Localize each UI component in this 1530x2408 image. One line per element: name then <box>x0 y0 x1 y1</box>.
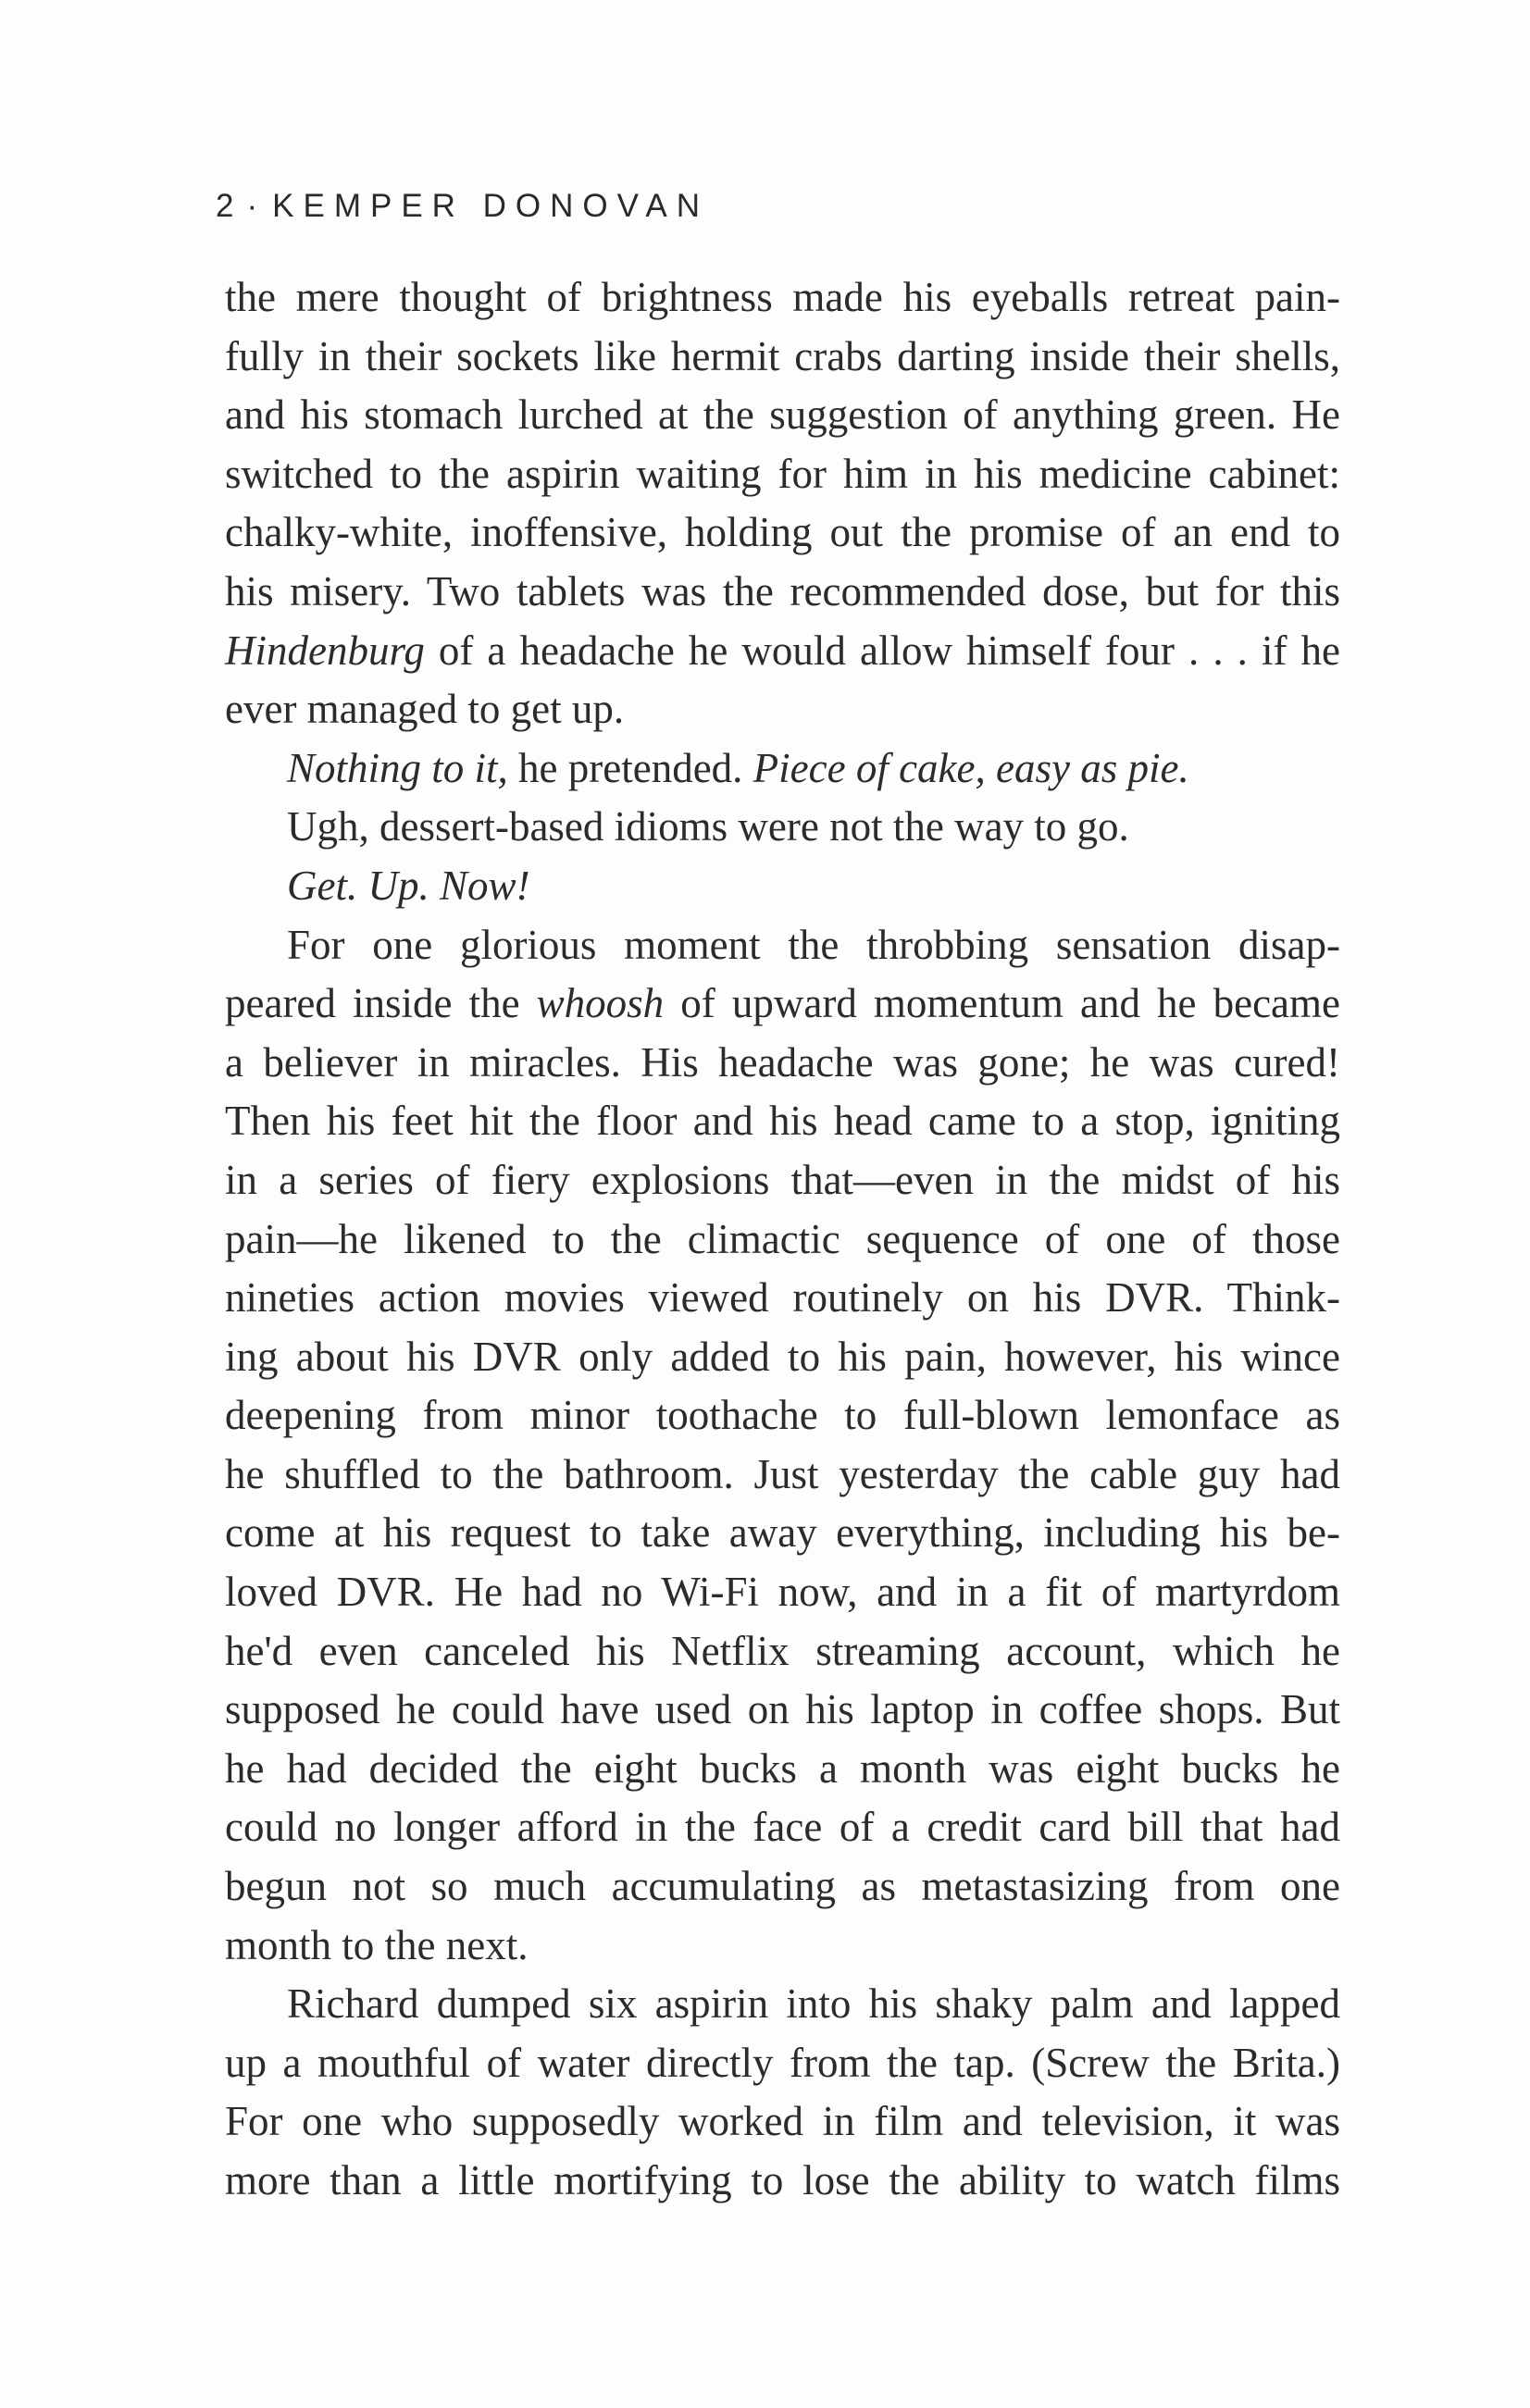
text-line: he had decided the eight bucks a month was eight bucks he <box>225 1744 1340 1792</box>
text-line <box>225 857 1340 916</box>
italic-text: Get. Up. Now! <box>287 862 530 909</box>
text-line: a believer in miracles. His headache was gone; he was cured! <box>225 1038 1340 1086</box>
italic-text: whoosh <box>536 980 665 1027</box>
text-line: ever managed to get up. <box>225 686 625 733</box>
text-line: month to the next. <box>225 1921 529 1968</box>
text-line: he'd even canceled his Netflix streaming account, which he <box>225 1627 1340 1674</box>
text-line: his misery. Two tablets was the recommended dose, but for this <box>225 567 1340 614</box>
text-line: For one glorious moment the throbbing sensation disap- <box>287 921 1340 968</box>
text-line: switched to the aspirin waiting for him in his medicine cabinet: <box>225 450 1340 497</box>
text-line: could no longer afford in the face of a credit card bill that had <box>225 1804 1340 1851</box>
text-line: up a mouthful of water directly from the tap. (Screw the Brita.) <box>225 2039 1340 2086</box>
text-line: more than a little mortifying to lose the ability to watch films <box>225 2157 1340 2203</box>
text-line: Hindenburg of a headache he would allow himself four . . . if he <box>225 627 1340 674</box>
text-line: loved DVR. He had no Wi-Fi now, and in a fit of martyrdom <box>225 1569 1340 1616</box>
text-line: ing about his DVR only added to his pain, however, his wince <box>225 1333 1340 1380</box>
italic-text: Piece of cake, easy as pie. <box>753 744 1189 791</box>
text-line: Nothing to it, he pretended. Piece of cake, easy as pie. <box>287 744 1189 791</box>
text-line: the mere thought of brightness made his eyeballs retreat pain- <box>225 274 1340 320</box>
text-line: chalky-white, inoffensive, holding out the promise of an end to <box>225 509 1340 556</box>
text-line: in a series of fiery explosions that—even in the midst of his <box>225 1156 1340 1203</box>
text-line: Richard dumped six aspirin into his shaky palm and lapped <box>287 1980 1340 2028</box>
running-head <box>216 188 709 225</box>
text-line: supposed he could have used on his laptop in coffee shops. But <box>225 1686 1340 1733</box>
italic-text: Nothing to it, <box>287 744 508 791</box>
page-number: 2 <box>216 188 243 224</box>
text-line: he shuffled to the bathroom. Just yesterday the cable guy had <box>225 1450 1340 1497</box>
text-line: come at his request to take away everything, including his be- <box>225 1509 1340 1557</box>
text-line: peared inside the whoosh of upward momentum and he became <box>225 980 1341 1027</box>
text-line: fully in their sockets like hermit crabs darting inside their shells, <box>225 332 1340 379</box>
text-line: Ugh, dessert-based idioms were not the way to go. <box>287 803 1129 850</box>
text-line: and his stomach lurched at the suggestion of anything green. He <box>225 391 1340 439</box>
text-line: begun not so much accumulating as metastasizing from one <box>225 1863 1340 1910</box>
text-line: nineties action movies viewed routinely on his DVR. Think- <box>225 1274 1340 1322</box>
text-line: For one who supposedly worked in film and television, it was <box>225 2098 1340 2145</box>
body-text <box>225 268 1340 2211</box>
italic-text: Hindenburg <box>225 627 425 674</box>
running-head-separator: · <box>246 188 267 224</box>
text-line: Then his feet hit the floor and his head came to a stop, igniting <box>225 1098 1340 1145</box>
text-line: pain—he likened to the climactic sequence of one of those <box>225 1215 1340 1262</box>
text-line: deepening from minor toothache to full-blown lemonface as <box>225 1392 1340 1439</box>
author-name: KEMPER DONOVAN <box>272 188 710 224</box>
